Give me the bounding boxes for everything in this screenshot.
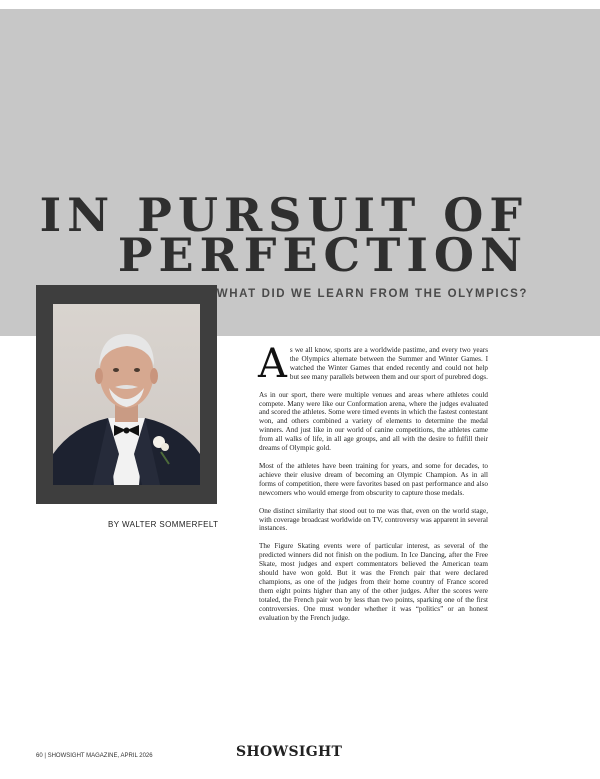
- page-footer-info: 60 | SHOWSIGHT MAGAZINE, APRIL 2026: [36, 753, 153, 759]
- article-subtitle: WHAT DID WE LEARN FROM THE OLYMPICS?: [216, 288, 528, 300]
- byline: BY WALTER SOMMERFELT: [108, 520, 219, 529]
- drop-cap: A: [258, 341, 287, 387]
- article-paragraph: Most of the athletes have been training for years, and some for decades, to achieve their elusive dream of becoming an Olympic Champion. As in all forms of competition, there were favorites based on past performance and also newcomers who would emerge from obscurity to capture those medals.: [259, 461, 488, 497]
- paragraph-text: s we all know, sports are a worldwide pastime, and every two years the Olympics alternate between the Summer and Winter Games. I watched the Winter Games that ended recently and could not help but see many parallels between them and our sport of purebred dogs.: [289, 346, 488, 381]
- article-paragraph: As in our sport, there were multiple venues and areas where athletes could compete. Many were like our Conformation arena, where the judges evaluated and scored the athletes. Some were timed events in which the fastest contestant won, and others combined a variety of elements to determine the medal winners. And just like in our world of canine competitions, the athletes came from all walks of life, in all age groups, and all with the desire to fulfill their dreams of Olympic gold.: [259, 390, 488, 453]
- article-paragraph: The Figure Skating events were of particular interest, as several of the predicted winners did not finish on the podium. In Ice Dancing, after the Free Skate, most judges and expert commentators believed the American team should have won gold. But it was the French pair that were declared champions, as one of the judges from their home country of France scored them eight points higher than any of the other judges. After the scores were totaled, the French pair won by less than two points, sparking one of the first controversies. One must wonder whether it was “politics” or an honest evaluation by the French judge.: [259, 542, 488, 622]
- article-paragraph: One distinct similarity that stood out to me was that, even on the world stage, with coverage broadcast worldwide on TV, controversy was apparent in several instances.: [259, 506, 488, 533]
- article-title-line-2: PERFECTION: [117, 228, 528, 282]
- article-paragraph: [258, 341, 488, 387]
- portrait-illustration: [53, 304, 200, 485]
- photo-frame: [36, 285, 217, 504]
- article-body: [258, 341, 488, 631]
- author-portrait-photo: [53, 304, 200, 485]
- article-title-line-1: IN PURSUIT OF: [39, 188, 528, 242]
- magazine-logo: SHOWSIGHT: [236, 744, 343, 760]
